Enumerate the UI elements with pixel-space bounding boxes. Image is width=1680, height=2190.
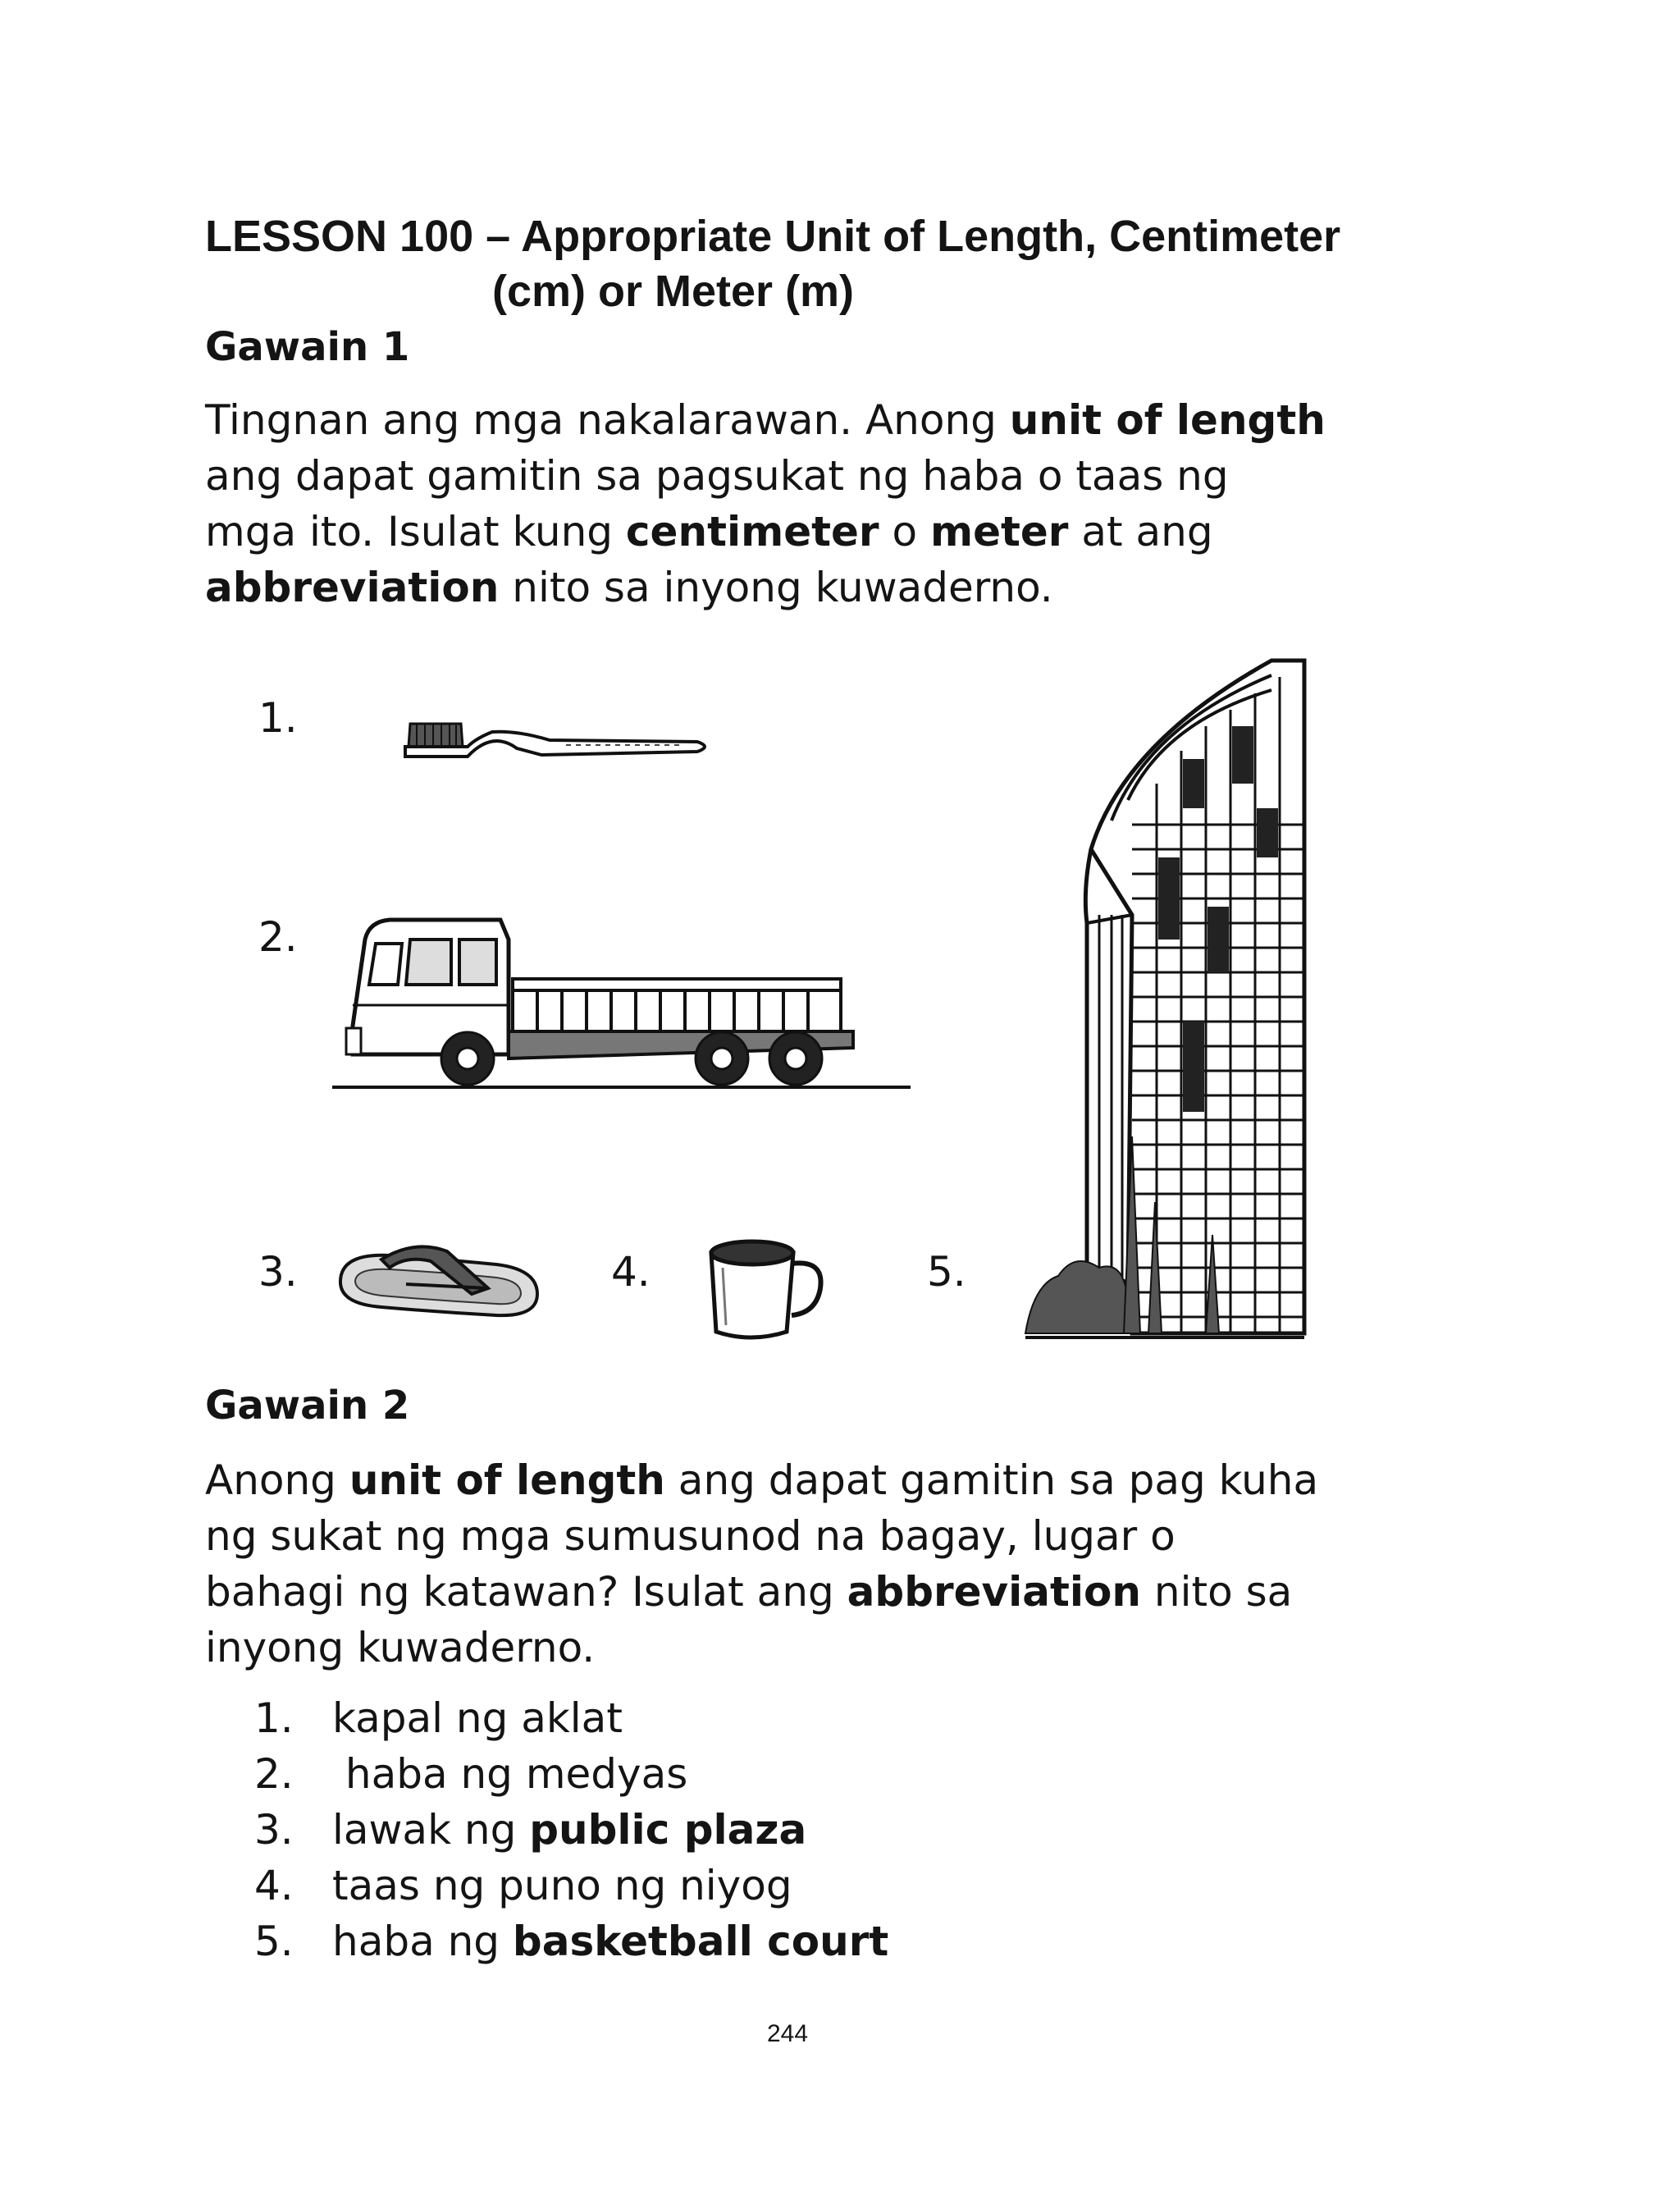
text-run: kapal ng aklat bbox=[332, 1694, 623, 1742]
gawain2-line bbox=[205, 1452, 1318, 1508]
text-run: bahagi ng katawan? Isulat ang bbox=[205, 1568, 847, 1616]
list-item: 4. taas ng puno ng niyog bbox=[254, 1862, 792, 1909]
gawain2-line bbox=[205, 1508, 1318, 1564]
gawain1-heading: Gawain 1 bbox=[205, 324, 410, 370]
bold-text: abbreviation bbox=[847, 1568, 1142, 1616]
text-run: o bbox=[879, 508, 930, 556]
text-run: inyong kuwaderno. bbox=[205, 1624, 596, 1671]
gawain2-line bbox=[205, 1564, 1318, 1620]
lesson-title-line1: LESSON 100 – Appropriate Unit of Length, Centimeter bbox=[205, 212, 1341, 261]
gawain2-heading: Gawain 2 bbox=[205, 1383, 410, 1429]
text-run: ang dapat gamitin sa pag kuha bbox=[664, 1456, 1319, 1504]
gawain1-instructions bbox=[205, 392, 1326, 615]
list-item: 5. haba ng basketball court bbox=[254, 1918, 889, 1965]
list-item: 2. haba ng medyas bbox=[254, 1750, 688, 1798]
gawain1-line bbox=[205, 504, 1326, 560]
text-run: ang dapat gamitin sa pagsukat ng haba o taas ng bbox=[205, 452, 1229, 500]
bold-text: centimeter bbox=[625, 508, 879, 556]
list-item: 1. kapal ng aklat bbox=[254, 1694, 623, 1742]
bold-text: meter bbox=[929, 508, 1069, 556]
gawain1-line bbox=[205, 560, 1326, 615]
slipper-icon bbox=[332, 1235, 546, 1325]
page-number: 244 bbox=[766, 2020, 809, 2047]
bold-text: abbreviation bbox=[205, 564, 500, 611]
text-run: nito sa inyong kuwaderno. bbox=[499, 564, 1053, 611]
gawain1-line bbox=[205, 448, 1326, 504]
truck-icon bbox=[328, 890, 919, 1095]
text-run: nito sa bbox=[1141, 1568, 1293, 1616]
item-label-4: 4. bbox=[611, 1248, 651, 1296]
gawain2-instructions bbox=[205, 1452, 1318, 1676]
toothbrush-icon bbox=[402, 697, 714, 763]
text-run: Tingnan ang mga nakalarawan. Anong bbox=[205, 396, 1010, 444]
item-label-1: 1. bbox=[258, 694, 298, 742]
bold-text: unit of length bbox=[1009, 396, 1326, 444]
bold-text: basketball court bbox=[512, 1918, 889, 1965]
text-run: ng sukat ng mga sumusunod na bagay, lugar o bbox=[205, 1512, 1176, 1560]
mug-icon bbox=[701, 1235, 833, 1346]
item-label-2: 2. bbox=[258, 913, 298, 961]
bold-text: unit of length bbox=[349, 1456, 665, 1504]
item-label-5: 5. bbox=[927, 1248, 966, 1296]
gawain2-line bbox=[205, 1620, 1318, 1676]
text-run: lawak ng bbox=[332, 1806, 530, 1854]
text-run: haba ng bbox=[332, 1918, 513, 1965]
item-label-3: 3. bbox=[258, 1248, 298, 1296]
text-run: haba ng medyas bbox=[332, 1750, 688, 1798]
gawain1-line bbox=[205, 392, 1326, 448]
lesson-title-line2: (cm) or Meter (m) bbox=[492, 267, 855, 316]
text-run: at ang bbox=[1068, 508, 1213, 556]
text-run: Anong bbox=[205, 1456, 349, 1504]
bold-text: public plaza bbox=[529, 1806, 807, 1854]
building-icon bbox=[1025, 644, 1321, 1350]
list-item: 3. lawak ng public plaza bbox=[254, 1806, 807, 1854]
text-run: mga ito. Isulat kung bbox=[205, 508, 626, 556]
text-run: taas ng puno ng niyog bbox=[332, 1862, 792, 1909]
